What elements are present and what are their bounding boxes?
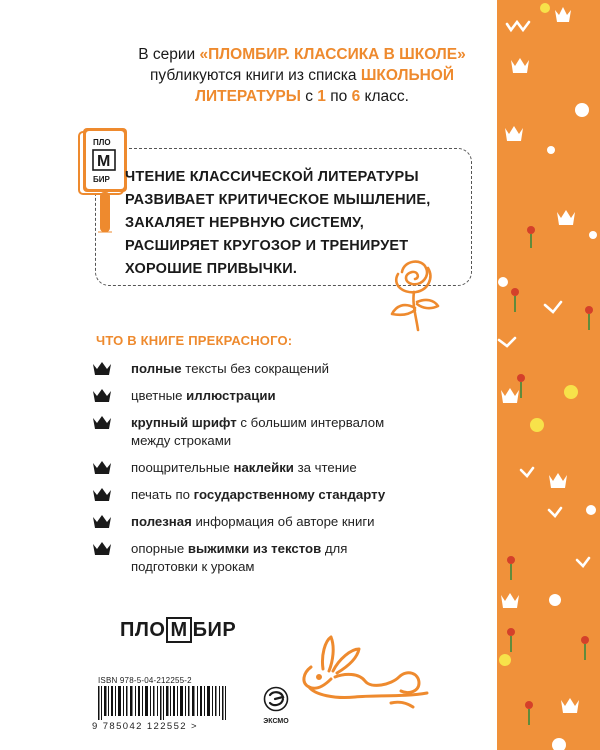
grade-from: 1 — [317, 88, 326, 105]
isbn: ISBN 978-5-04-212255-2 — [98, 676, 192, 685]
svg-text:М: М — [97, 153, 111, 170]
feature-item: цветные иллюстрации — [92, 387, 412, 405]
feature-item: полные тексты без сокращений — [92, 360, 412, 378]
popsicle-logo-icon — [78, 128, 130, 238]
features-list — [92, 360, 412, 585]
feature-item: крупный шрифт с большим интервалом между строками — [92, 414, 412, 450]
crown-bullet-icon — [92, 415, 112, 430]
callout-text: ЧТЕНИЕ КЛАССИЧЕСКОЙ ЛИТЕРАТУРЫ РАЗВИВАЕТ КРИТИЧЕСКОЕ МЫШЛЕНИЕ, ЗАКАЛЯЕТ НЕРВНУЮ СИСТЕМУ, РАСШИРЯЕТ КРУГОЗОР И ТРЕНИРУЕТ ХОРОШИЕ ПРИВЫЧКИ. — [125, 169, 431, 277]
series-intro: В серии «ПЛОМБИР. КЛАССИКА В ШКОЛЕ» публикуются книги из списка ШКОЛЬНОЙ ЛИТЕРАТУРЫ с 1 по 6 класс. — [138, 46, 466, 105]
feature-item: полезная информация об авторе книги — [92, 513, 412, 531]
crown-bullet-icon — [92, 541, 112, 556]
crown-bullet-icon — [92, 460, 112, 475]
svg-text:БИР: БИР — [93, 175, 110, 184]
rabbit-icon — [295, 633, 445, 711]
decorative-pattern-strip — [497, 0, 600, 750]
rose-icon — [382, 254, 452, 334]
crown-bullet-icon — [92, 361, 112, 376]
crown-bullet-icon — [92, 487, 112, 502]
feature-item: опорные выжимки из текстов для подготовки к урокам — [92, 540, 412, 576]
grade-to: 6 — [351, 88, 361, 105]
barcode-number: 9 785042 122552 > — [92, 721, 198, 732]
series-name: «ПЛОМБИР. КЛАССИКА В ШКОЛЕ» — [199, 46, 466, 63]
features-heading: ЧТО В КНИГЕ ПРЕКРАСНОГО: — [96, 333, 293, 348]
feature-item: поощрительные наклейки за чтение — [92, 459, 412, 477]
eksmo-logo-icon — [263, 686, 289, 712]
crown-bullet-icon — [92, 514, 112, 529]
crown-bullet-icon — [92, 388, 112, 403]
barcode-icon — [90, 686, 240, 720]
school-literature: ШКОЛЬНОЙ ЛИТЕРАТУРЫ — [195, 67, 454, 105]
feature-item: печать по государственному стандарту — [92, 486, 412, 504]
svg-text:ПЛО: ПЛО — [93, 138, 111, 147]
plombir-logo: ПЛО М БИР — [120, 619, 237, 641]
publisher-logo: ЭКСМО — [258, 686, 294, 725]
